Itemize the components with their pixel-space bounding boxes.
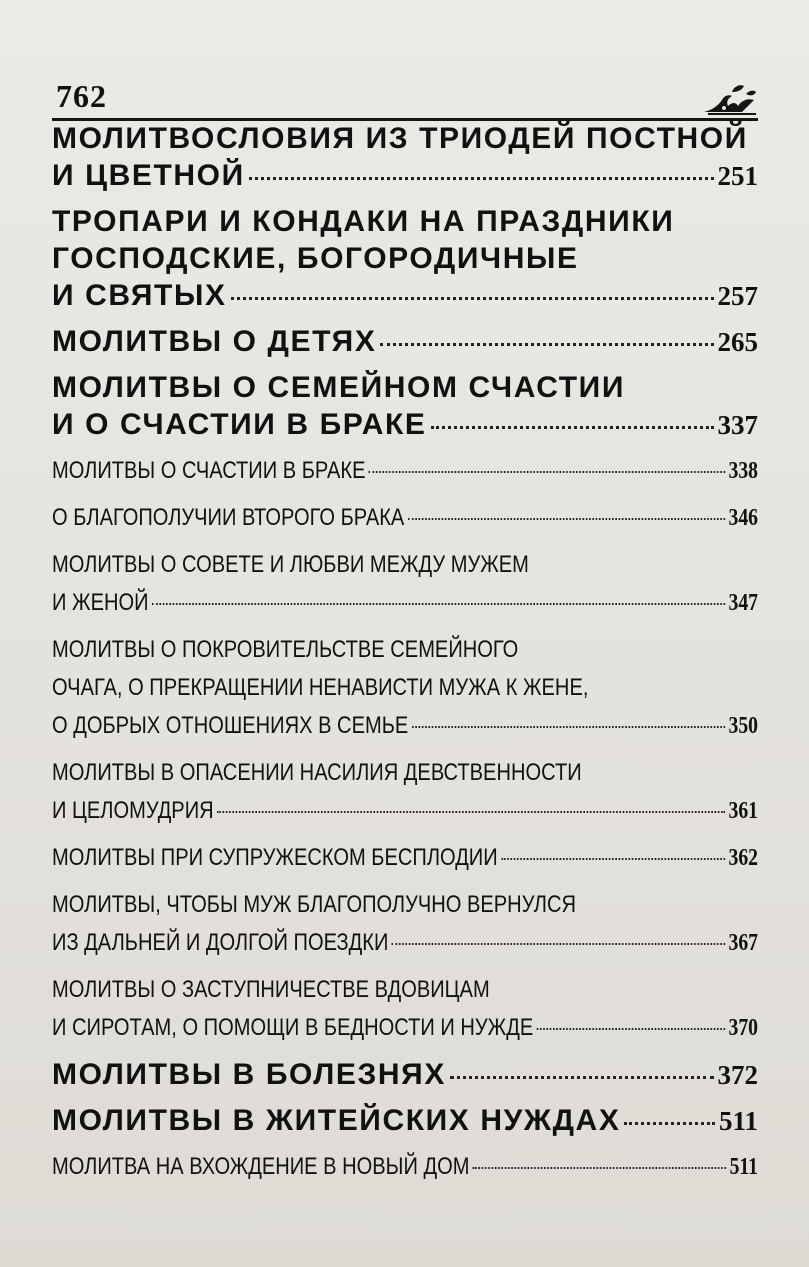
dot-leader	[431, 426, 714, 429]
toc-entry-title: МОЛИТВОСЛОВИЯ ИЗ ТРИОДЕЙ ПОСТНОЙ	[52, 122, 748, 155]
toc-entry-title: И СИРОТАМ, О ПОМОЩИ В БЕДНОСТИ И НУЖДЕ	[52, 1014, 534, 1041]
toc-entry-line	[52, 499, 758, 537]
toc-subsection-entry	[52, 754, 758, 830]
toc-entry-title: О ДОБРЫХ ОТНОШЕНИЯХ В СЕМЬЕ	[52, 712, 409, 739]
toc-entry-title: МОЛИТВА НА ВХОЖДЕНИЕ В НОВЫЙ ДОМ	[52, 1153, 470, 1180]
toc-entry-title: МОЛИТВЫ В ОПАСЕНИИ НАСИЛИЯ ДЕВСТВЕННОСТИ	[52, 759, 582, 786]
toc-entry-line	[52, 839, 758, 877]
toc-entry-line	[52, 203, 758, 240]
toc-entry-line	[52, 792, 758, 830]
toc-entry-title: ОЧАГА, О ПРЕКРАЩЕНИИ НЕНАВИСТИ МУЖА К ЖЕНЕ,	[52, 674, 589, 701]
toc-entry-line	[52, 584, 758, 622]
toc-entry-line	[52, 1148, 758, 1186]
page-number: 762	[56, 78, 107, 114]
toc-entry-line	[52, 1102, 758, 1140]
dot-leader	[369, 471, 725, 473]
dot-leader	[537, 1028, 726, 1030]
toc-entry-title: МОЛИТВЫ О ПОКРОВИТЕЛЬСТВЕ СЕМЕЙНОГО	[52, 636, 519, 663]
toc-page-number: 338	[728, 458, 759, 484]
toc-section-entry	[52, 1056, 758, 1094]
toc-entry-line	[52, 669, 758, 707]
toc-entry-line	[52, 754, 758, 792]
toc-subsection-entry	[52, 452, 758, 490]
dot-leader	[624, 1122, 715, 1125]
toc-entry-title: И ЦЕЛОМУДРИЯ	[52, 797, 214, 824]
dot-leader	[408, 518, 726, 520]
toc-page-number: 370	[728, 1015, 759, 1041]
toc-entry-line	[52, 886, 758, 924]
toc-entry-title: ИЗ ДАЛЬНЕЙ И ДОЛГОЙ ПОЕЗДКИ	[52, 929, 389, 956]
toc-page-number: 511	[729, 1154, 759, 1180]
toc-entry-title: МОЛИТВЫ, ЧТОБЫ МУЖ БЛАГОПОЛУЧНО ВЕРНУЛСЯ	[52, 891, 576, 918]
toc-entry-line	[52, 406, 758, 444]
toc-entry-line	[52, 452, 758, 490]
toc-page-number: 362	[728, 845, 759, 871]
toc-entry-line	[52, 546, 758, 584]
dot-leader	[231, 297, 714, 300]
toc-section-entry	[52, 203, 758, 315]
dot-leader	[501, 858, 725, 860]
toc-page-number: 251	[717, 161, 758, 191]
toc-entry-title: И СВЯТЫХ	[52, 279, 227, 312]
toc-page-number: 361	[728, 798, 759, 824]
toc-entry-title: МОЛИТВЫ О СЕМЕЙНОМ СЧАСТИИ	[52, 371, 626, 404]
toc-entry-line	[52, 631, 758, 669]
toc-entry-title: МОЛИТВЫ ПРИ СУПРУЖЕСКОМ БЕСПЛОДИИ	[52, 844, 498, 871]
toc-page-number: 347	[728, 590, 759, 616]
toc-page-number: 337	[717, 410, 758, 440]
toc-section-entry	[52, 120, 758, 195]
toc-page-number: 257	[717, 281, 758, 311]
toc-entry-title: ГОСПОДСКИЕ, БОГОРОДИЧНЫЕ	[52, 242, 579, 275]
toc-section-entry	[52, 369, 758, 444]
dot-leader	[450, 1076, 714, 1079]
toc-subsection-entry	[52, 839, 758, 877]
toc-page-number: 367	[728, 930, 759, 956]
toc-entry-line	[52, 157, 758, 195]
toc-entry-line	[52, 240, 758, 277]
toc-entry-line	[52, 707, 758, 745]
table-of-contents	[52, 120, 758, 1195]
toc-entry-title: ТРОПАРИ И КОНДАКИ НА ПРАЗДНИКИ	[52, 205, 675, 238]
dot-leader	[152, 603, 725, 605]
toc-page-number: 265	[717, 327, 758, 357]
toc-subsection-entry	[52, 886, 758, 962]
dot-leader	[392, 943, 726, 945]
floral-ornament-icon	[702, 80, 758, 116]
toc-subsection-entry	[52, 971, 758, 1047]
toc-entry-title: О БЛАГОПОЛУЧИИ ВТОРОГО БРАКА	[52, 504, 405, 531]
toc-entry-line	[52, 971, 758, 1009]
toc-entry-title: И ЖЕНОЙ	[52, 589, 149, 616]
dot-leader	[412, 726, 726, 728]
dot-leader	[217, 811, 725, 813]
toc-entry-line	[52, 1056, 758, 1094]
toc-subsection-entry	[52, 546, 758, 622]
toc-entry-title: МОЛИТВЫ В ЖИТЕЙСКИХ НУЖДАХ	[52, 1104, 621, 1137]
toc-entry-title: МОЛИТВЫ О СОВЕТЕ И ЛЮБВИ МЕЖДУ МУЖЕМ	[52, 551, 529, 578]
toc-entry-line	[52, 277, 758, 315]
toc-entry-line	[52, 120, 758, 157]
toc-entry-line	[52, 924, 758, 962]
toc-section-entry	[52, 323, 758, 361]
dot-leader	[249, 177, 714, 180]
toc-entry-line	[52, 323, 758, 361]
toc-page-number: 511	[718, 1106, 758, 1136]
dot-leader	[380, 343, 713, 346]
dot-leader	[473, 1167, 727, 1169]
toc-entry-line	[52, 1009, 758, 1047]
toc-entry-title: И ЦВЕТНОЙ	[52, 159, 245, 192]
toc-entry-title: И О СЧАСТИИ В БРАКЕ	[52, 408, 427, 441]
toc-subsection-entry	[52, 631, 758, 745]
toc-page-number: 372	[717, 1060, 758, 1090]
toc-entry-line	[52, 369, 758, 406]
toc-page-number: 346	[728, 505, 759, 531]
page-header	[52, 74, 758, 121]
toc-entry-title: МОЛИТВЫ В БОЛЕЗНЯХ	[52, 1058, 446, 1091]
toc-page-number: 350	[728, 713, 759, 739]
toc-entry-title: МОЛИТВЫ О ДЕТЯХ	[52, 325, 377, 358]
toc-entry-title: МОЛИТВЫ О СЧАСТИИ В БРАКЕ	[52, 457, 366, 484]
toc-entry-title: МОЛИТВЫ О ЗАСТУПНИЧЕСТВЕ ВДОВИЦАМ	[52, 976, 490, 1003]
toc-subsection-entry	[52, 499, 758, 537]
toc-section-entry	[52, 1102, 758, 1140]
toc-subsection-entry	[52, 1148, 758, 1186]
